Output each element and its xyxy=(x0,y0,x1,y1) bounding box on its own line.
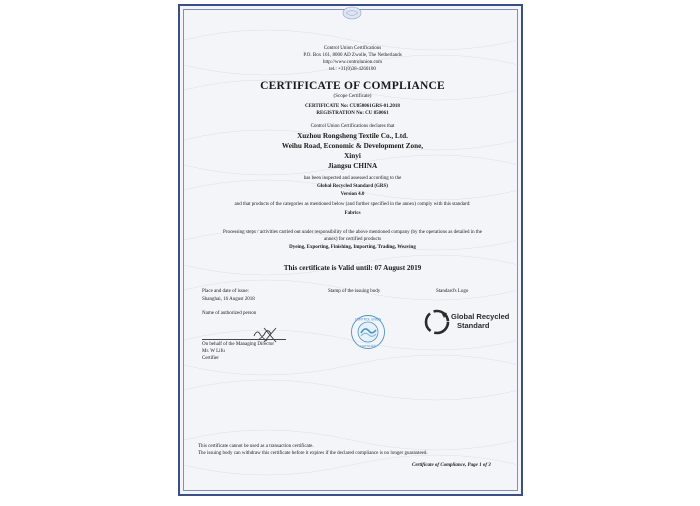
registration-number: REGISTRATION No: CU 850061 xyxy=(316,111,389,116)
stamp-label: Stamp of the issuing body xyxy=(328,289,381,294)
footer-note-1: This certificate cannot be used as a transaction certificate. xyxy=(198,444,314,449)
logo-text-line1: Global Recycled xyxy=(451,312,510,321)
control-union-seal-icon xyxy=(350,314,386,350)
certificate-number: CERTIFICATE No: CU850061GRS-01.2018 xyxy=(305,104,400,109)
global-recycled-standard-logo xyxy=(419,304,510,340)
inspected-text: has been inspected and assessed according to the xyxy=(303,176,402,181)
categories-text: and that products of the categories as mentioned below (and further specified in the annex) comply with this standard: xyxy=(234,202,471,207)
seal-text-top: CONTROL UNION xyxy=(354,317,382,322)
declares-text: Control Union Certifications declares that xyxy=(310,124,395,129)
certificate-page xyxy=(178,4,523,496)
signer-role: Certifier xyxy=(202,356,219,361)
on-behalf-text: On behalf of the Managing Director xyxy=(202,342,275,347)
processing-steps: Dyeing, Exporting, Finishing, Importing, Trading, Weaving xyxy=(289,245,416,250)
valid-until: This certificate is Valid until: 07 August 2019 xyxy=(283,264,422,272)
logo-text-line2: Standard xyxy=(457,321,490,330)
footer-note-2: The issuing body can withdraw this certificate before it expires if the declared compliance is no longer guaranteed. xyxy=(198,451,428,456)
certificate-subtitle: (Scope Certificate) xyxy=(333,94,372,99)
issuer-website[interactable]: http://www.controlunion.com xyxy=(322,60,383,65)
company-address: Weihu Road, Economic & Development Zone, xyxy=(281,142,424,150)
standard-name: Global Recycled Standard (GRS) xyxy=(317,184,388,189)
issuer-address: P.O. Box 161, 8000 AD Zwolle, The Netherlands xyxy=(303,53,402,58)
company-region: Jiangsu CHINA xyxy=(327,162,378,170)
seal-text-bottom: CERTIFIED xyxy=(360,344,376,348)
page-info: Certificate of Compliance, Page 1 of 3 xyxy=(412,463,491,468)
top-emblem-icon xyxy=(342,6,362,20)
signature-line xyxy=(202,339,286,340)
issuer-phone: tel.: +31(0)38-4260100 xyxy=(329,67,376,72)
processing-text-2: annex) for certified products xyxy=(323,237,382,242)
issuer-name: Control Union Certifications xyxy=(323,46,382,51)
certificate-title: CERTIFICATE OF COMPLIANCE xyxy=(260,80,445,92)
company-name: Xuzhou Rongsheng Textile Co., Ltd. xyxy=(297,132,408,140)
authorized-person-label: Name of authorized person xyxy=(202,311,257,316)
logo-label: Standard's Logo xyxy=(436,289,469,294)
standard-version: Version 4.0 xyxy=(340,192,365,197)
company-city: Xinyi xyxy=(344,152,361,160)
place-date-label: Place and date of issue: xyxy=(202,289,249,294)
signer-name: Mr. W Lifu xyxy=(202,349,225,354)
place-date-value: Shanghai, 16 August 2018 xyxy=(202,297,255,302)
product-category: Fabrics xyxy=(344,211,361,216)
processing-text-1: Processing steps / activities carried out under responsibility of the above mentioned company (by the operations as detailed in the xyxy=(223,230,482,235)
